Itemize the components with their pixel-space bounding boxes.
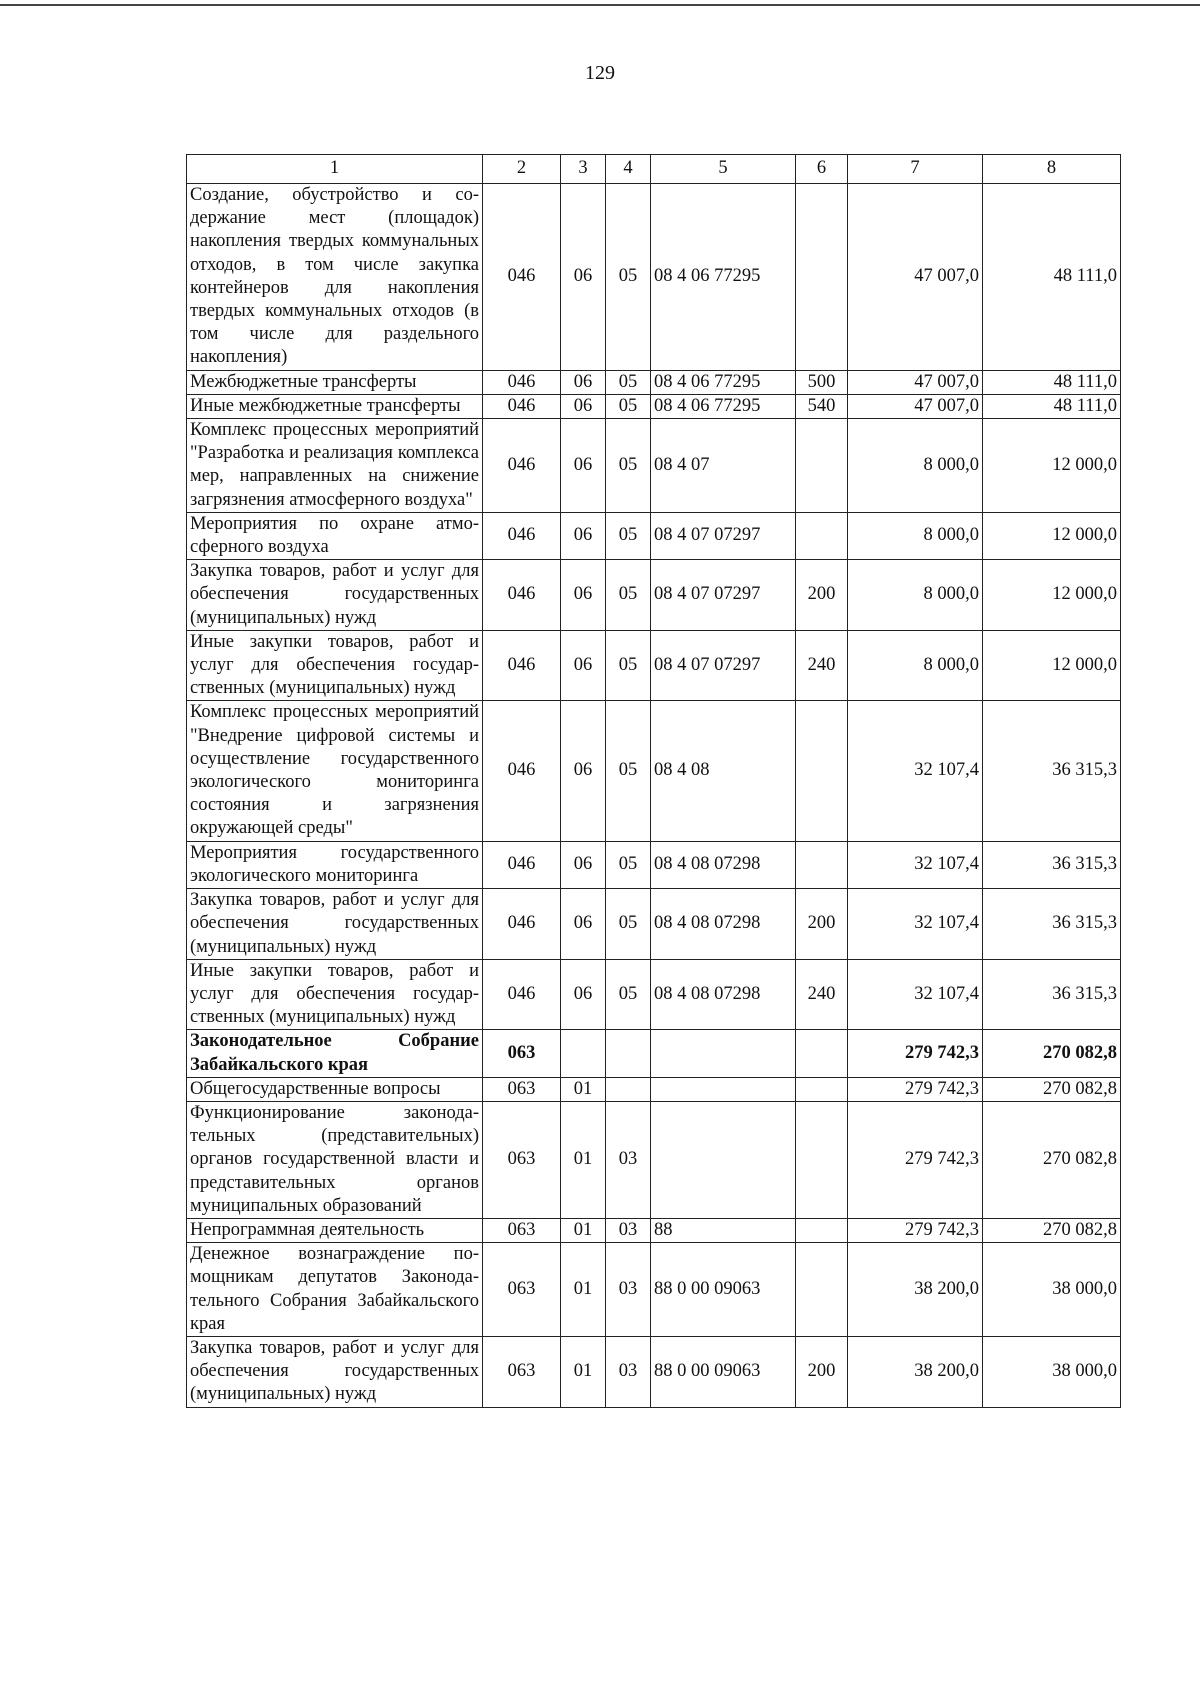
admin-code: 046 <box>483 889 561 960</box>
row-name: Закупка товаров, работ и услуг для обеспечения государственных (муниципальных) нужд <box>187 889 483 960</box>
row-name: Общегосударственные вопросы <box>187 1077 483 1101</box>
subsection-code: 03 <box>606 1101 651 1218</box>
row-name: Мероприятия по охране атмосферного воздуха <box>187 512 483 559</box>
column-header-1: 1 <box>187 155 483 184</box>
amount-second-year: 270 082,8 <box>983 1077 1121 1101</box>
column-header-8: 8 <box>983 155 1121 184</box>
expense-type-code: 240 <box>796 959 848 1030</box>
amount-second-year: 48 111,0 <box>983 370 1121 394</box>
expense-type-code: 200 <box>796 1336 848 1407</box>
amount-second-year: 48 111,0 <box>983 184 1121 371</box>
amount-first-year: 8 000,0 <box>848 512 983 559</box>
amount-second-year: 12 000,0 <box>983 560 1121 631</box>
section-code: 06 <box>561 841 606 888</box>
section-code: 06 <box>561 630 606 701</box>
section-code: 06 <box>561 560 606 631</box>
amount-first-year: 47 007,0 <box>848 394 983 418</box>
table-row <box>187 841 1121 888</box>
table-row <box>187 1218 1121 1242</box>
section-code: 06 <box>561 701 606 841</box>
admin-code: 046 <box>483 419 561 513</box>
expense-type-code: 500 <box>796 370 848 394</box>
target-article-code: 08 4 07 07297 <box>651 512 796 559</box>
subsection-code: 05 <box>606 959 651 1030</box>
row-name: Закупка товаров, работ и услуг для обеспечения государственных (муниципальных) нужд <box>187 1336 483 1407</box>
amount-first-year: 32 107,4 <box>848 889 983 960</box>
amount-first-year: 38 200,0 <box>848 1336 983 1407</box>
expense-type-code <box>796 1030 848 1077</box>
target-article-code: 88 0 00 09063 <box>651 1336 796 1407</box>
column-header-2: 2 <box>483 155 561 184</box>
amount-first-year: 8 000,0 <box>848 560 983 631</box>
section-code: 06 <box>561 370 606 394</box>
admin-code: 046 <box>483 394 561 418</box>
subsection-code <box>606 1030 651 1077</box>
target-article-code: 08 4 06 77295 <box>651 394 796 418</box>
amount-first-year: 8 000,0 <box>848 419 983 513</box>
expense-type-code: 240 <box>796 630 848 701</box>
admin-code: 063 <box>483 1030 561 1077</box>
target-article-code: 08 4 08 07298 <box>651 889 796 960</box>
admin-code: 046 <box>483 959 561 1030</box>
target-article-code: 08 4 06 77295 <box>651 370 796 394</box>
admin-code: 063 <box>483 1336 561 1407</box>
column-header-5: 5 <box>651 155 796 184</box>
admin-code: 063 <box>483 1243 561 1337</box>
amount-second-year: 48 111,0 <box>983 394 1121 418</box>
section-code: 06 <box>561 512 606 559</box>
target-article-code: 08 4 08 07298 <box>651 841 796 888</box>
target-article-code <box>651 1101 796 1218</box>
column-header-4: 4 <box>606 155 651 184</box>
subsection-code: 05 <box>606 889 651 960</box>
expense-type-code <box>796 512 848 559</box>
amount-first-year: 32 107,4 <box>848 841 983 888</box>
row-name: Комплекс процессных мероприятий "Внедрение цифровой системы и осуществление государственного экологического мониторинга состояния и загрязнения окружающей среды" <box>187 701 483 841</box>
row-name: Иные межбюджетные трансферты <box>187 394 483 418</box>
expense-type-code <box>796 1243 848 1337</box>
row-name: Функционирование законодательных (представительных) органов государственной власти и представительных органов муниципальных образований <box>187 1101 483 1218</box>
table-row <box>187 1030 1121 1077</box>
table-row <box>187 1336 1121 1407</box>
table-row <box>187 1243 1121 1337</box>
row-name: Непрограммная деятельность <box>187 1218 483 1242</box>
amount-second-year: 12 000,0 <box>983 419 1121 513</box>
column-header-3: 3 <box>561 155 606 184</box>
expense-type-code <box>796 1077 848 1101</box>
row-name: Мероприятия государственного экологического мониторинга <box>187 841 483 888</box>
target-article-code: 08 4 07 07297 <box>651 630 796 701</box>
admin-code: 046 <box>483 841 561 888</box>
amount-first-year: 279 742,3 <box>848 1077 983 1101</box>
expense-type-code: 200 <box>796 889 848 960</box>
amount-second-year: 38 000,0 <box>983 1336 1121 1407</box>
table-row <box>187 512 1121 559</box>
expense-type-code <box>796 701 848 841</box>
amount-second-year: 270 082,8 <box>983 1101 1121 1218</box>
row-name: Закупка товаров, работ и услуг для обеспечения государственных (муниципальных) нужд <box>187 560 483 631</box>
table-row <box>187 1101 1121 1218</box>
table-body <box>187 184 1121 1408</box>
expense-type-code <box>796 1218 848 1242</box>
subsection-code: 05 <box>606 370 651 394</box>
admin-code: 046 <box>483 630 561 701</box>
section-code: 06 <box>561 889 606 960</box>
subsection-code: 05 <box>606 630 651 701</box>
subsection-code: 05 <box>606 841 651 888</box>
section-code: 06 <box>561 184 606 371</box>
amount-second-year: 12 000,0 <box>983 512 1121 559</box>
table-row <box>187 959 1121 1030</box>
table-row <box>187 889 1121 960</box>
admin-code: 046 <box>483 560 561 631</box>
target-article-code: 08 4 08 <box>651 701 796 841</box>
subsection-code: 05 <box>606 701 651 841</box>
subsection-code: 05 <box>606 419 651 513</box>
expense-type-code <box>796 841 848 888</box>
expense-type-code <box>796 419 848 513</box>
subsection-code: 05 <box>606 560 651 631</box>
subsection-code: 03 <box>606 1243 651 1337</box>
section-code: 01 <box>561 1101 606 1218</box>
row-name: Законодательное Собрание Забайкальского края <box>187 1030 483 1077</box>
table-row <box>187 701 1121 841</box>
subsection-code: 05 <box>606 394 651 418</box>
expense-type-code: 200 <box>796 560 848 631</box>
admin-code: 046 <box>483 512 561 559</box>
table-row <box>187 370 1121 394</box>
amount-first-year: 47 007,0 <box>848 370 983 394</box>
amount-second-year: 36 315,3 <box>983 841 1121 888</box>
amount-second-year: 36 315,3 <box>983 889 1121 960</box>
page-number: 129 <box>585 62 615 84</box>
amount-second-year: 270 082,8 <box>983 1030 1121 1077</box>
amount-second-year: 12 000,0 <box>983 630 1121 701</box>
target-article-code: 08 4 06 77295 <box>651 184 796 371</box>
row-name: Создание, обустройство и содержание мест (площадок) накопления твердых коммунальных отходов, в том числе закупка контейнеров для накопления твердых коммунальных отходов (в том числе для раздельного накопления) <box>187 184 483 371</box>
section-code: 01 <box>561 1243 606 1337</box>
subsection-code: 05 <box>606 184 651 371</box>
row-name: Денежное вознаграждение помощникам депутатов Законодательного Собрания Забайкальского края <box>187 1243 483 1337</box>
target-article-code: 88 <box>651 1218 796 1242</box>
amount-second-year: 270 082,8 <box>983 1218 1121 1242</box>
admin-code: 046 <box>483 701 561 841</box>
table-row <box>187 1077 1121 1101</box>
section-code <box>561 1030 606 1077</box>
admin-code: 046 <box>483 370 561 394</box>
admin-code: 063 <box>483 1101 561 1218</box>
table-row <box>187 560 1121 631</box>
row-name: Комплекс процессных мероприятий "Разработка и реализация комплекса мер, направленных на снижение загрязнения атмосферного воздуха" <box>187 419 483 513</box>
section-code: 01 <box>561 1218 606 1242</box>
row-name: Иные закупки товаров, работ и услуг для обеспечения государственных (муниципальных) нужд <box>187 630 483 701</box>
amount-second-year: 36 315,3 <box>983 701 1121 841</box>
table-row <box>187 630 1121 701</box>
row-name: Межбюджетные трансферты <box>187 370 483 394</box>
amount-first-year: 32 107,4 <box>848 959 983 1030</box>
column-header-6: 6 <box>796 155 848 184</box>
amount-first-year: 279 742,3 <box>848 1101 983 1218</box>
amount-first-year: 279 742,3 <box>848 1218 983 1242</box>
top-rule <box>0 4 1200 6</box>
amount-second-year: 38 000,0 <box>983 1243 1121 1337</box>
section-code: 01 <box>561 1336 606 1407</box>
column-header-7: 7 <box>848 155 983 184</box>
section-code: 06 <box>561 419 606 513</box>
table-row <box>187 184 1121 371</box>
admin-code: 063 <box>483 1077 561 1101</box>
table-row <box>187 419 1121 513</box>
amount-first-year: 32 107,4 <box>848 701 983 841</box>
target-article-code: 08 4 08 07298 <box>651 959 796 1030</box>
section-code: 01 <box>561 1077 606 1101</box>
table-row <box>187 394 1121 418</box>
subsection-code <box>606 1077 651 1101</box>
amount-first-year: 279 742,3 <box>848 1030 983 1077</box>
target-article-code: 08 4 07 07297 <box>651 560 796 631</box>
expense-type-code <box>796 1101 848 1218</box>
target-article-code <box>651 1030 796 1077</box>
subsection-code: 05 <box>606 512 651 559</box>
subsection-code: 03 <box>606 1336 651 1407</box>
budget-table <box>186 154 1121 1408</box>
expense-type-code: 540 <box>796 394 848 418</box>
amount-second-year: 36 315,3 <box>983 959 1121 1030</box>
row-name: Иные закупки товаров, работ и услуг для обеспечения государственных (муниципальных) нужд <box>187 959 483 1030</box>
section-code: 06 <box>561 959 606 1030</box>
target-article-code: 88 0 00 09063 <box>651 1243 796 1337</box>
amount-first-year: 47 007,0 <box>848 184 983 371</box>
amount-first-year: 38 200,0 <box>848 1243 983 1337</box>
table-header-row <box>187 155 1121 184</box>
admin-code: 046 <box>483 184 561 371</box>
expense-type-code <box>796 184 848 371</box>
amount-first-year: 8 000,0 <box>848 630 983 701</box>
target-article-code <box>651 1077 796 1101</box>
subsection-code: 03 <box>606 1218 651 1242</box>
admin-code: 063 <box>483 1218 561 1242</box>
target-article-code: 08 4 07 <box>651 419 796 513</box>
section-code: 06 <box>561 394 606 418</box>
